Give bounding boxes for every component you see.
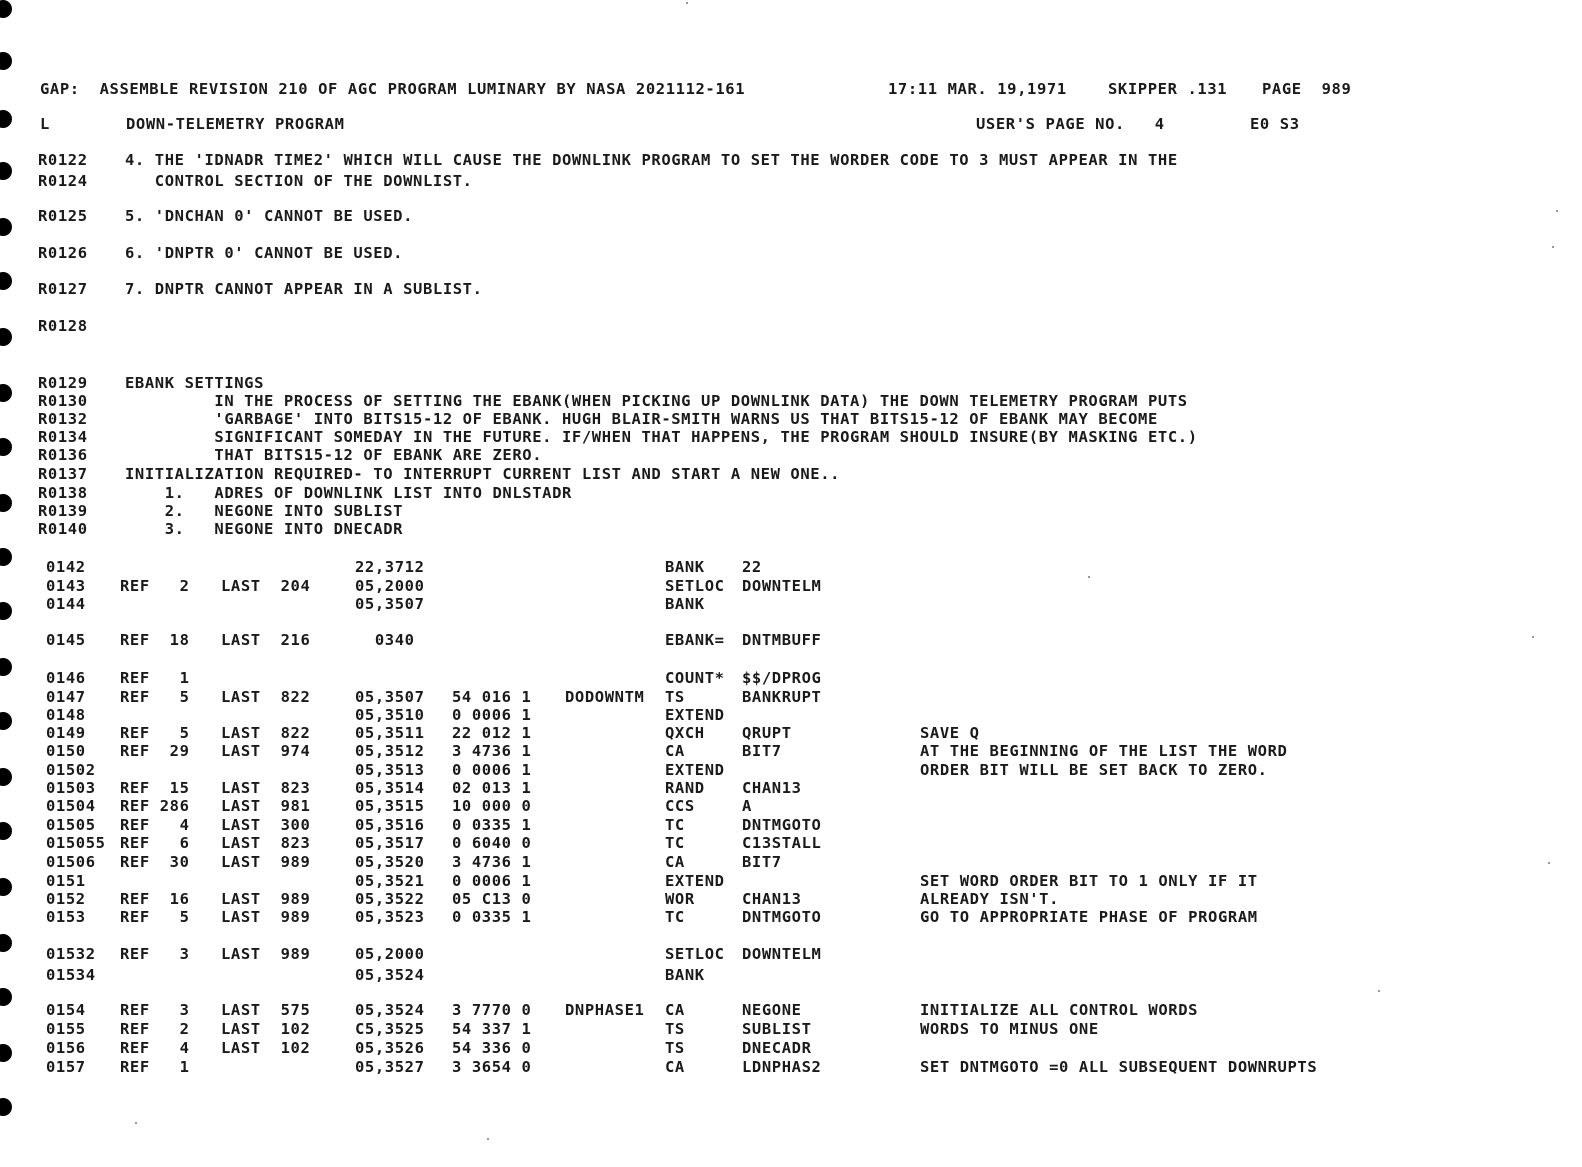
last-ref: LAST 989: [221, 945, 311, 963]
operand: CHAN13: [742, 779, 802, 797]
comment-line: [38, 392, 1188, 410]
scan-speck: [686, 2, 688, 4]
opcode: TS: [665, 1039, 685, 1057]
octal-word: 05 C13 0: [452, 890, 532, 908]
feed-hole: [0, 110, 12, 128]
octal-word: 3 4736 1: [452, 742, 532, 760]
comment-line: [38, 484, 572, 502]
code-comment: SAVE Q: [920, 724, 980, 742]
opcode: TC: [665, 834, 685, 852]
code-comment: GO TO APPROPRIATE PHASE OF PROGRAM: [920, 908, 1258, 926]
code-comment: SET DNTMGOTO =0 ALL SUBSEQUENT DOWNRUPTS: [920, 1058, 1318, 1076]
line-number: R0137: [38, 465, 88, 483]
operand: SUBLIST: [742, 1020, 812, 1038]
line-number: R0129: [38, 374, 88, 392]
comment-line: [38, 428, 1198, 446]
line-number: 015055: [46, 834, 106, 852]
octal-word: 0 0006 1: [452, 872, 532, 890]
opcode: TC: [665, 908, 685, 926]
feed-hole: [0, 548, 12, 566]
feed-hole: [0, 162, 12, 180]
comment-text: SIGNIFICANT SOMEDAY IN THE FUTURE. IF/WHEN THAT HAPPENS, THE PROGRAM SHOULD INSURE(BY MASKING ETC.): [125, 428, 1198, 446]
ref-count: REF 15: [120, 779, 190, 797]
opcode: CA: [665, 1058, 685, 1076]
user-page-number: USER'S PAGE NO. 4: [976, 115, 1165, 133]
line-number: R0138: [38, 484, 88, 502]
address: 05,3521: [355, 872, 425, 890]
symbol-label: DNPHASE1: [565, 1001, 645, 1019]
address: 05,3517: [355, 834, 425, 852]
address: 05,3526: [355, 1039, 425, 1057]
operand: DNTMGOTO: [742, 908, 822, 926]
ref-count: REF 16: [120, 890, 190, 908]
comment-line: [38, 446, 543, 464]
line-number: 0148: [46, 706, 86, 724]
ref-count: REF 29: [120, 742, 190, 760]
octal-word: 3 3654 0: [452, 1058, 532, 1076]
last-ref: LAST 822: [221, 688, 311, 706]
line-number: 0149: [46, 724, 86, 742]
opcode: CA: [665, 1001, 685, 1019]
comment-text: 'GARBAGE' INTO BITS15-12 OF EBANK. HUGH BLAIR-SMITH WARNS US THAT BITS15-12 OF EBANK MAY BECOME: [125, 410, 1158, 428]
line-number: R0127: [38, 280, 88, 298]
comment-line: [38, 502, 404, 520]
line-number: R0132: [38, 410, 88, 428]
timestamp: 17:11 MAR. 19,1971: [888, 80, 1067, 98]
ref-count: REF 286: [120, 797, 190, 815]
octal-word: 0 6040 0: [452, 834, 532, 852]
last-ref: LAST 974: [221, 742, 311, 760]
operand: 22: [742, 558, 762, 576]
feed-hole: [0, 602, 12, 620]
opcode: BANK: [665, 558, 705, 576]
ref-count: REF 2: [120, 1020, 190, 1038]
opcode: RAND: [665, 779, 705, 797]
comment-text: 3. NEGONE INTO DNECADR: [125, 520, 404, 538]
comment-line: [38, 151, 1178, 169]
address: 05,3524: [355, 966, 425, 984]
section-title: DOWN-TELEMETRY PROGRAM: [126, 115, 345, 133]
operand: BIT7: [742, 742, 782, 760]
opcode: COUNT*: [665, 669, 725, 687]
scan-speck: [1548, 862, 1550, 864]
last-ref: LAST 989: [221, 908, 311, 926]
ref-count: REF 30: [120, 853, 190, 871]
comment-text: EBANK SETTINGS: [125, 374, 265, 392]
last-ref: LAST 204: [221, 577, 311, 595]
address: 05,3514: [355, 779, 425, 797]
feed-hole: [0, 438, 12, 456]
opcode: TS: [665, 1020, 685, 1038]
feed-hole: [0, 1044, 12, 1062]
line-number: 0155: [46, 1020, 86, 1038]
comment-text: 7. DNPTR CANNOT APPEAR IN A SUBLIST.: [125, 280, 483, 298]
address: 05,2000: [355, 945, 425, 963]
scan-speck: [1552, 246, 1554, 248]
opcode: CCS: [665, 797, 695, 815]
octal-word: 3 4736 1: [452, 853, 532, 871]
address: 05,3527: [355, 1058, 425, 1076]
line-number: 0150: [46, 742, 86, 760]
line-number: 0151: [46, 872, 86, 890]
address: 05,3515: [355, 797, 425, 815]
operand: DOWNTELM: [742, 945, 822, 963]
address: 05,3513: [355, 761, 425, 779]
ref-count: REF 5: [120, 724, 190, 742]
operand: BANKRUPT: [742, 688, 822, 706]
line-number: 0146: [46, 669, 86, 687]
opcode: WOR: [665, 890, 695, 908]
feed-hole: [0, 934, 12, 952]
ref-count: REF 6: [120, 834, 190, 852]
symbol-label: DODOWNTM: [565, 688, 645, 706]
address: 05,3524: [355, 1001, 425, 1019]
address: 05,3520: [355, 853, 425, 871]
feed-hole: [0, 0, 12, 18]
code-comment: ALREADY ISN'T.: [920, 890, 1060, 908]
scan-speck: [1532, 636, 1534, 638]
operand: QRUPT: [742, 724, 792, 742]
scan-speck: [487, 1138, 489, 1140]
assembly-title: GAP: ASSEMBLE REVISION 210 OF AGC PROGRAM LUMINARY BY NASA 2021112-161: [40, 80, 746, 98]
comment-line: [38, 172, 473, 190]
opcode: TC: [665, 816, 685, 834]
log-id: L: [40, 115, 50, 133]
page-number: PAGE 989: [1262, 80, 1352, 98]
ref-count: REF 4: [120, 1039, 190, 1057]
opcode: SETLOC: [665, 577, 725, 595]
feed-hole: [0, 768, 12, 786]
operand: DOWNTELM: [742, 577, 822, 595]
feed-hole: [0, 52, 12, 70]
octal-word: 0 0335 1: [452, 908, 532, 926]
line-number: 01503: [46, 779, 96, 797]
line-number: R0124: [38, 172, 88, 190]
line-number: 0145: [46, 631, 86, 649]
operand: DNECADR: [742, 1039, 812, 1057]
address: 05,3523: [355, 908, 425, 926]
code-comment: ORDER BIT WILL BE SET BACK TO ZERO.: [920, 761, 1268, 779]
line-number: R0139: [38, 502, 88, 520]
line-number: 0147: [46, 688, 86, 706]
feed-hole: [0, 822, 12, 840]
address: 0340: [355, 631, 415, 649]
comment-text: 1. ADRES OF DOWNLINK LIST INTO DNLSTADR: [125, 484, 572, 502]
line-number: R0126: [38, 244, 88, 262]
line-number: R0136: [38, 446, 88, 464]
operand: NEGONE: [742, 1001, 802, 1019]
line-number: 0143: [46, 577, 86, 595]
scan-speck: [1088, 576, 1090, 578]
comment-line: [38, 465, 841, 483]
last-ref: LAST 216: [221, 631, 311, 649]
comment-text: 5. 'DNCHAN 0' CANNOT BE USED.: [125, 207, 414, 225]
comment-line: [38, 520, 404, 538]
address: 05,3507: [355, 595, 425, 613]
line-number: R0125: [38, 207, 88, 225]
ref-count: REF 5: [120, 688, 190, 706]
address: 05,3507: [355, 688, 425, 706]
comment-text: THAT BITS15-12 OF EBANK ARE ZERO.: [125, 446, 543, 464]
line-number: 01506: [46, 853, 96, 871]
last-ref: LAST 823: [221, 779, 311, 797]
last-ref: LAST 823: [221, 834, 311, 852]
comment-text: 2. NEGONE INTO SUBLIST: [125, 502, 404, 520]
comment-line: [38, 207, 414, 225]
feed-hole: [0, 218, 12, 236]
last-ref: LAST 102: [221, 1039, 311, 1057]
line-number: R0134: [38, 428, 88, 446]
ref-count: REF 1: [120, 669, 190, 687]
line-number: 01504: [46, 797, 96, 815]
octal-word: 0 0006 1: [452, 706, 532, 724]
opcode: EXTEND: [665, 872, 725, 890]
feed-hole: [0, 328, 12, 346]
operand: A: [742, 797, 752, 815]
opcode: CA: [665, 742, 685, 760]
address: 05,3510: [355, 706, 425, 724]
feed-hole: [0, 712, 12, 730]
octal-word: 10 000 0: [452, 797, 532, 815]
feed-hole: [0, 272, 12, 290]
opcode: CA: [665, 853, 685, 871]
octal-word: 54 016 1: [452, 688, 532, 706]
last-ref: LAST 981: [221, 797, 311, 815]
line-number: 0157: [46, 1058, 86, 1076]
ref-count: REF 18: [120, 631, 190, 649]
scan-speck: [135, 1122, 137, 1124]
address: 05,3511: [355, 724, 425, 742]
operand: $$/DPROG: [742, 669, 822, 687]
ref-count: REF 3: [120, 945, 190, 963]
last-ref: LAST 102: [221, 1020, 311, 1038]
feed-hole: [0, 878, 12, 896]
address: C5,3525: [355, 1020, 425, 1038]
code-comment: AT THE BEGINNING OF THE LIST THE WORD: [920, 742, 1288, 760]
line-number: 0156: [46, 1039, 86, 1057]
line-number: 01502: [46, 761, 96, 779]
operand: C13STALL: [742, 834, 822, 852]
feed-hole: [0, 384, 12, 402]
code-comment: WORDS TO MINUS ONE: [920, 1020, 1099, 1038]
operand: LDNPHAS2: [742, 1058, 822, 1076]
feed-hole: [0, 1098, 12, 1116]
opcode: EXTEND: [665, 761, 725, 779]
line-number: 0152: [46, 890, 86, 908]
line-number: 0142: [46, 558, 86, 576]
line-number: R0130: [38, 392, 88, 410]
last-ref: LAST 822: [221, 724, 311, 742]
line-number: 0153: [46, 908, 86, 926]
ref-count: REF 5: [120, 908, 190, 926]
operand: CHAN13: [742, 890, 802, 908]
feed-hole: [0, 658, 12, 676]
line-number: R0140: [38, 520, 88, 538]
last-ref: LAST 300: [221, 816, 311, 834]
opcode: EBANK=: [665, 631, 725, 649]
line-number: 01505: [46, 816, 96, 834]
octal-word: 0 0006 1: [452, 761, 532, 779]
octal-word: 02 013 1: [452, 779, 532, 797]
line-number: R0128: [38, 317, 88, 335]
address: 05,3516: [355, 816, 425, 834]
operand: DNTMGOTO: [742, 816, 822, 834]
scan-speck: [1378, 990, 1380, 992]
comment-text: IN THE PROCESS OF SETTING THE EBANK(WHEN PICKING UP DOWNLINK DATA) THE DOWN TELEMETRY PROGRAM PUTS: [125, 392, 1188, 410]
octal-word: 54 336 0: [452, 1039, 532, 1057]
feed-hole: [0, 988, 12, 1006]
ref-count: REF 4: [120, 816, 190, 834]
tractor-feed-holes: [0, 0, 30, 1167]
eo-label: E0 S3: [1250, 115, 1300, 133]
code-comment: INITIALIZE ALL CONTROL WORDS: [920, 1001, 1199, 1019]
operand: DNTMBUFF: [742, 631, 822, 649]
ref-count: REF 1: [120, 1058, 190, 1076]
comment-line: [38, 244, 404, 262]
comment-text: 4. THE 'IDNADR TIME2' WHICH WILL CAUSE THE DOWNLINK PROGRAM TO SET THE WORDER CODE TO 3 MUST APPEAR IN THE: [125, 151, 1178, 169]
skipper-label: SKIPPER .131: [1108, 80, 1228, 98]
comment-line: [38, 374, 265, 392]
code-comment: SET WORD ORDER BIT TO 1 ONLY IF IT: [920, 872, 1258, 890]
opcode: TS: [665, 688, 685, 706]
line-number: 01532: [46, 945, 96, 963]
opcode: BANK: [665, 595, 705, 613]
comment-text: INITIALIZATION REQUIRED- TO INTERRUPT CURRENT LIST AND START A NEW ONE..: [125, 465, 841, 483]
line-number: R0122: [38, 151, 88, 169]
last-ref: LAST 575: [221, 1001, 311, 1019]
last-ref: LAST 989: [221, 890, 311, 908]
comment-line: [38, 280, 483, 298]
ref-count: REF 3: [120, 1001, 190, 1019]
address: 05,3522: [355, 890, 425, 908]
comment-text: 6. 'DNPTR 0' CANNOT BE USED.: [125, 244, 404, 262]
line-number: 0144: [46, 595, 86, 613]
octal-word: 0 0335 1: [452, 816, 532, 834]
octal-word: 22 012 1: [452, 724, 532, 742]
address: 05,2000: [355, 577, 425, 595]
opcode: QXCH: [665, 724, 705, 742]
line-number: 0154: [46, 1001, 86, 1019]
feed-hole: [0, 494, 12, 512]
opcode: SETLOC: [665, 945, 725, 963]
octal-word: 54 337 1: [452, 1020, 532, 1038]
address: 05,3512: [355, 742, 425, 760]
ref-count: REF 2: [120, 577, 190, 595]
address: 22,3712: [355, 558, 425, 576]
scan-speck: [1556, 210, 1558, 212]
line-number: 01534: [46, 966, 96, 984]
last-ref: LAST 989: [221, 853, 311, 871]
opcode: BANK: [665, 966, 705, 984]
comment-text: CONTROL SECTION OF THE DOWNLIST.: [125, 172, 473, 190]
opcode: EXTEND: [665, 706, 725, 724]
octal-word: 3 7770 0: [452, 1001, 532, 1019]
comment-line: [38, 317, 88, 335]
comment-line: [38, 410, 1158, 428]
operand: BIT7: [742, 853, 782, 871]
